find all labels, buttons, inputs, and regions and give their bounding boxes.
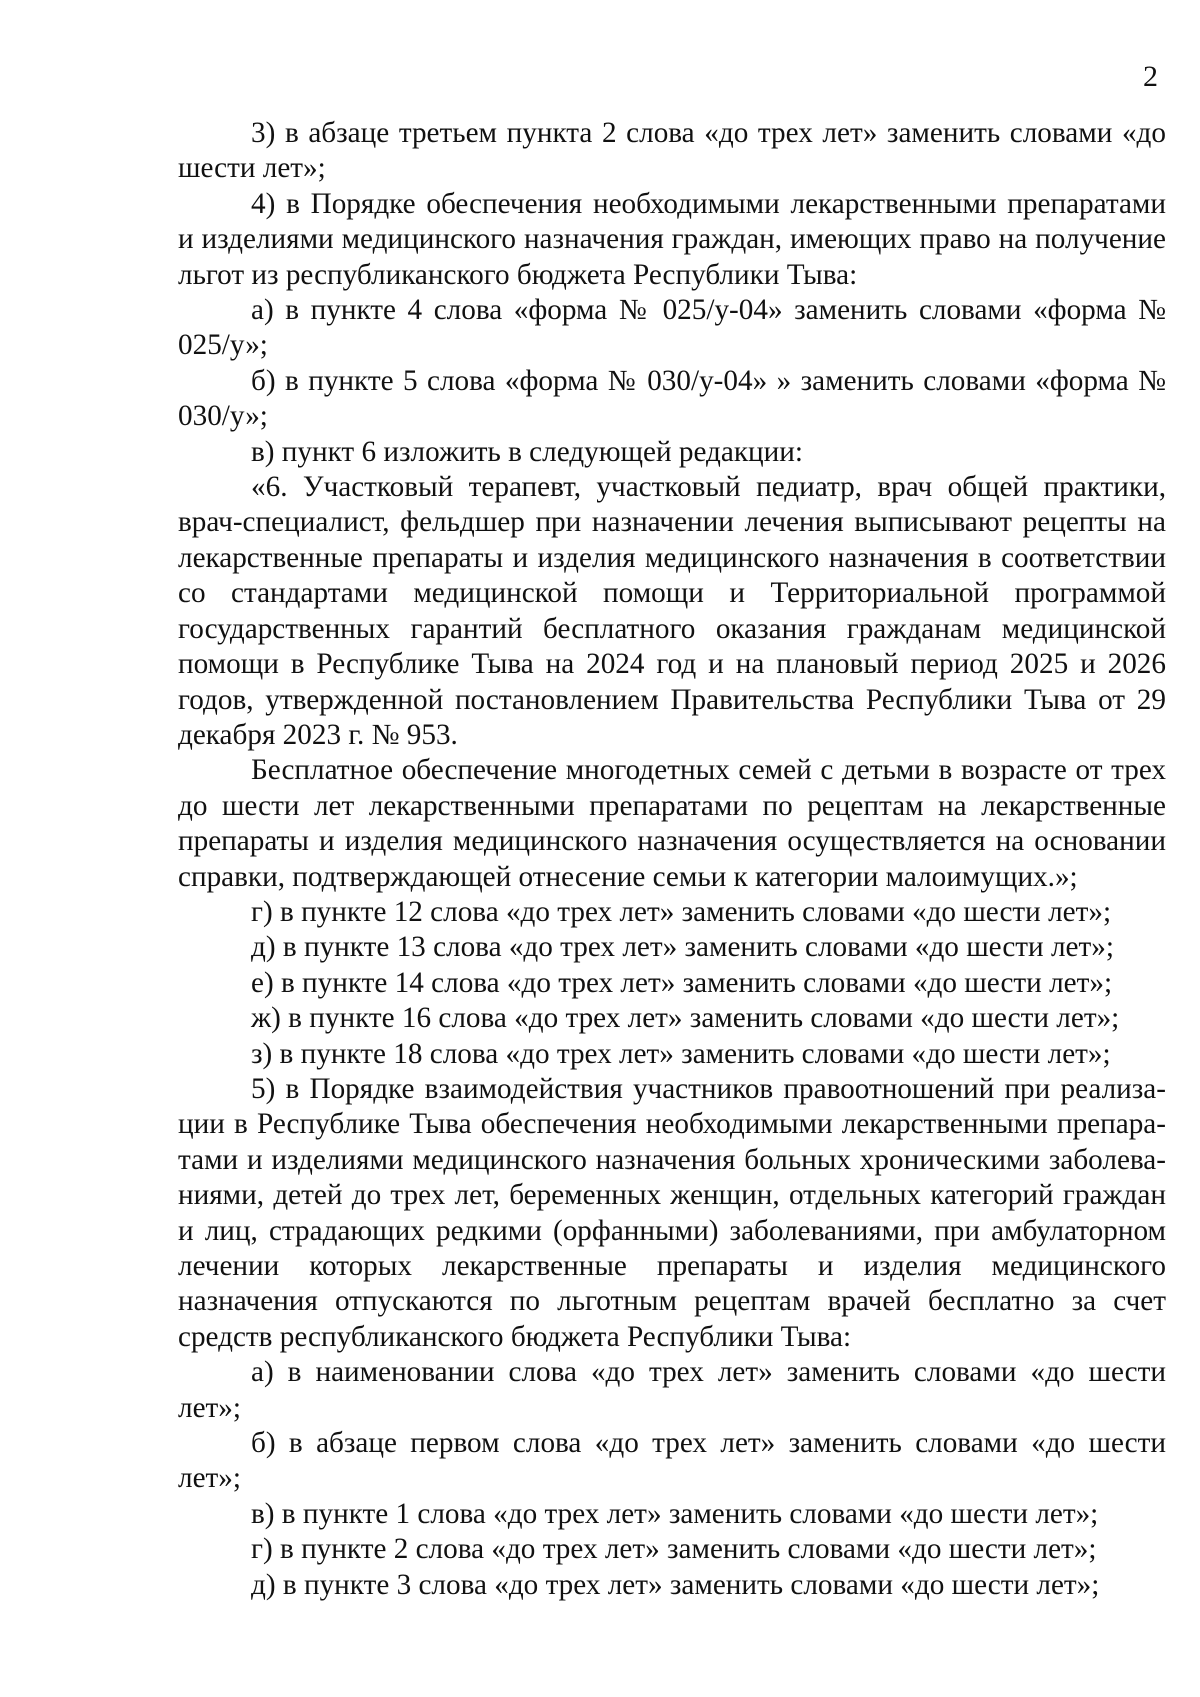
paragraph-item-5-subitem-v: в) в пункте 1 слова «до трех лет» заменить словами «до шести лет»; [251,1497,1099,1530]
paragraph-subitem-d: д) в пункте 13 слова «до трех лет» заменить словами «до шести лет»; [251,931,1114,964]
document-body [178,116,1166,1603]
paragraph-item-5-subitem-d: д) в пункте 3 слова «до трех лет» заменить словами «до шести лет»; [251,1568,1100,1601]
paragraph-subitem-b: б) в пункте 5 слова «форма № 030/у-04» » заменить словами «форма № 030/у»; [178,364,1166,433]
paragraph-subitem-a: а) в пункте 4 слова «форма № 025/у-04» заменить словами «форма № 025/у»; [178,294,1166,362]
paragraph-item-5-subitem-a: а) в наименовании слова «до трех лет» заменить словами «до шести лет»; [178,1356,1166,1424]
paragraph-item-5-subitem-g: г) в пункте 2 слова «до трех лет» заменить словами «до шести лет»; [251,1533,1097,1566]
paragraph-subitem-g: г) в пункте 12 слова «до трех лет» заменить словами «до шести лет»; [251,895,1112,928]
page-number: 2 [1143,60,1158,93]
paragraph-subitem-e: е) в пункте 14 слова «до трех лет» заменить словами «до шести лет»; [251,966,1113,999]
paragraph-quoted-point-6: «6. Участковый терапевт, участковый педиатр, врач общей практики, врач-специалист, фельдшер при назначении лечения выписывают рецепты на лекарственные препараты и изделия медицинского назначения в соответствии со стандартами медицинской помощи и Территориальной программой государственных гарантий бесплатного оказания гражданам медицинской помощи в Республике Тыва на 2024 год и на плановый период 2025 и 2026 годов, утвержденной постановлением Правительства Республики Тыва от 29 декабря 2023 г. № 953. [178,471,1166,751]
paragraph-item-5-subitem-b: б) в абзаце первом слова «до трех лет» заменить словами «до шести лет»; [178,1427,1166,1495]
paragraph-item-4: 4) в Порядке обеспечения необходимыми лекарственными препаратами и изделиями медицинского назначения граждан, имеющих право на получение льгот из республиканского бюджета Республики Тыва: [178,187,1166,291]
paragraph-subitem-v: в) пункт 6 изложить в следующей редакции: [251,435,803,468]
paragraph-item-5: 5) в Порядке взаимодействия участников правоотношений при реализации в Республике Тыва обеспечения необходимыми лекарственными препаратами и изделиями медицинского назначения больных хроническими заболеваниями, детей до трех лет, беременных женщин, отдельных категорий граждан и лиц, страдающих редкими (орфанными) заболеваниями, при амбулаторном лечении которых лекарственные препараты и изделия медицинского назначения отпускаются по льготным рецептам врачей бесплатно за счет средств республиканского бюджета Республики Тыва: [178,1072,1166,1353]
paragraph-subitem-zh: ж) в пункте 16 слова «до трех лет» заменить словами «до шести лет»; [251,1002,1120,1035]
paragraph-free-provision: Бесплатное обеспечение многодетных семей с детьми в возрасте от трех до шести лет лекарственными препаратами по рецептам на лекарственные препараты и изделия медицинского назначения осуществляется на основании справки, подтверждающей отнесение семьи к категории малоимущих.»; [178,754,1166,893]
paragraph-item-3: 3) в абзаце третьем пункта 2 слова «до трех лет» заменить словами «до шести лет»; [178,117,1166,185]
paragraph-subitem-z: з) в пункте 18 слова «до трех лет» заменить словами «до шести лет»; [251,1037,1111,1070]
